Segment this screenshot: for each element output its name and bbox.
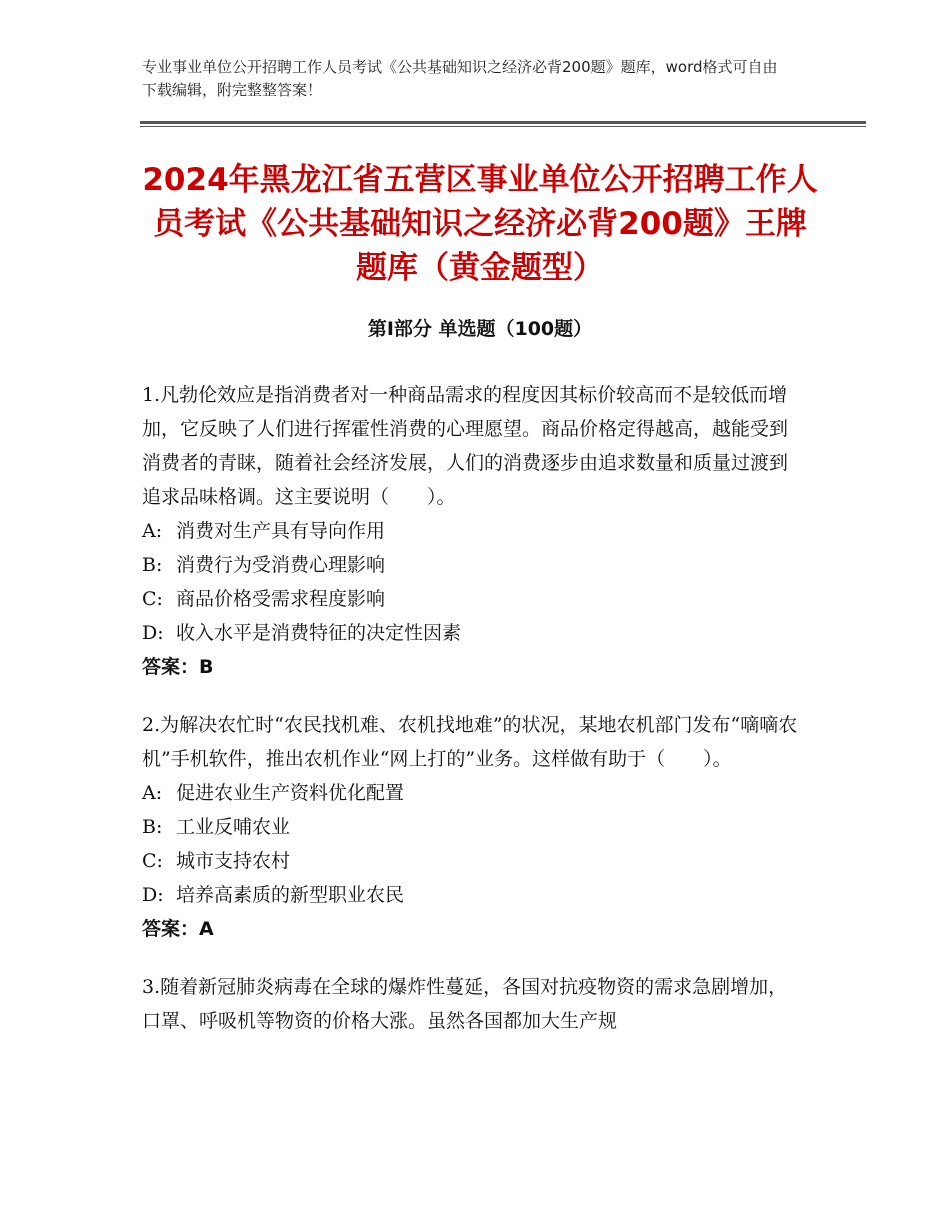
question-3 — [142, 970, 802, 1038]
option-text: 消费对生产具有导向作用 — [176, 520, 386, 542]
option-text: 促进农业生产资料优化配置 — [176, 782, 405, 804]
option-text: 商品价格受需求程度影响 — [176, 588, 386, 610]
option-a — [142, 514, 802, 548]
answer-value: B — [199, 656, 214, 678]
option-b — [142, 810, 802, 844]
header-note: 专业事业单位公开招聘工作人员考试《公共基础知识之经济必背200题》题库，word格式可自由下载编辑，附完整整答案！ — [142, 58, 778, 99]
header-divider-thick — [140, 121, 866, 124]
option-d — [142, 616, 802, 650]
section-title: 第Ⅰ部分 单选题（100题） — [367, 318, 593, 340]
answer-label: 答案： — [142, 918, 200, 940]
option-text: 工业反哺农业 — [176, 816, 291, 838]
option-c — [142, 844, 802, 878]
option-text: 培养高素质的新型职业农民 — [176, 884, 405, 906]
option-text: 收入水平是消费特征的决定性因素 — [176, 622, 462, 644]
option-letter: D: — [142, 622, 164, 644]
option-a — [142, 776, 802, 810]
question-list — [142, 378, 802, 1062]
option-letter: B: — [142, 816, 163, 838]
question-1 — [142, 378, 802, 684]
option-letter: C: — [142, 850, 163, 872]
option-letter: C: — [142, 588, 163, 610]
answer-label: 答案： — [142, 656, 200, 678]
header-divider-thin — [140, 126, 866, 127]
answer-line — [142, 650, 802, 684]
option-text: 消费行为受消费心理影响 — [176, 554, 386, 576]
answer-value: A — [199, 918, 214, 940]
option-letter: A: — [142, 782, 163, 804]
option-letter: A: — [142, 520, 163, 542]
answer-line — [142, 912, 802, 946]
option-d — [142, 878, 802, 912]
option-b — [142, 548, 802, 582]
question-stem: 1.凡勃伦效应是指消费者对一种商品需求的程度因其标价较高而不是较低而增加，它反映了人们进行挥霍性消费的心理愿望。商品价格定得越高，越能受到消费者的青睐，随着社会经济发展，人们的消费逐步由追求数量和质量过渡到追求品味格调。这主要说明（ ）。 — [142, 384, 789, 508]
option-letter: D: — [142, 884, 164, 906]
question-2 — [142, 708, 802, 946]
option-c — [142, 582, 802, 616]
option-text: 城市支持农村 — [176, 850, 291, 872]
question-stem: 2.为解决农忙时“农民找机难、农机找地难”的状况，某地农机部门发布“嘀嘀农机”手机软件，推出农机作业“网上打的”业务。这样做有助于（ ）。 — [142, 714, 798, 770]
document-title: 2024年黑龙江省五营区事业单位公开招聘工作人员考试《公共基础知识之经济必背200题》王牌题库（黄金题型） — [142, 162, 818, 286]
option-letter: B: — [142, 554, 163, 576]
question-stem: 3.随着新冠肺炎病毒在全球的爆炸性蔓延，各国对抗疫物资的需求急剧增加，口罩、呼吸机等物资的价格大涨。虽然各国都加大生产规 — [142, 976, 788, 1032]
